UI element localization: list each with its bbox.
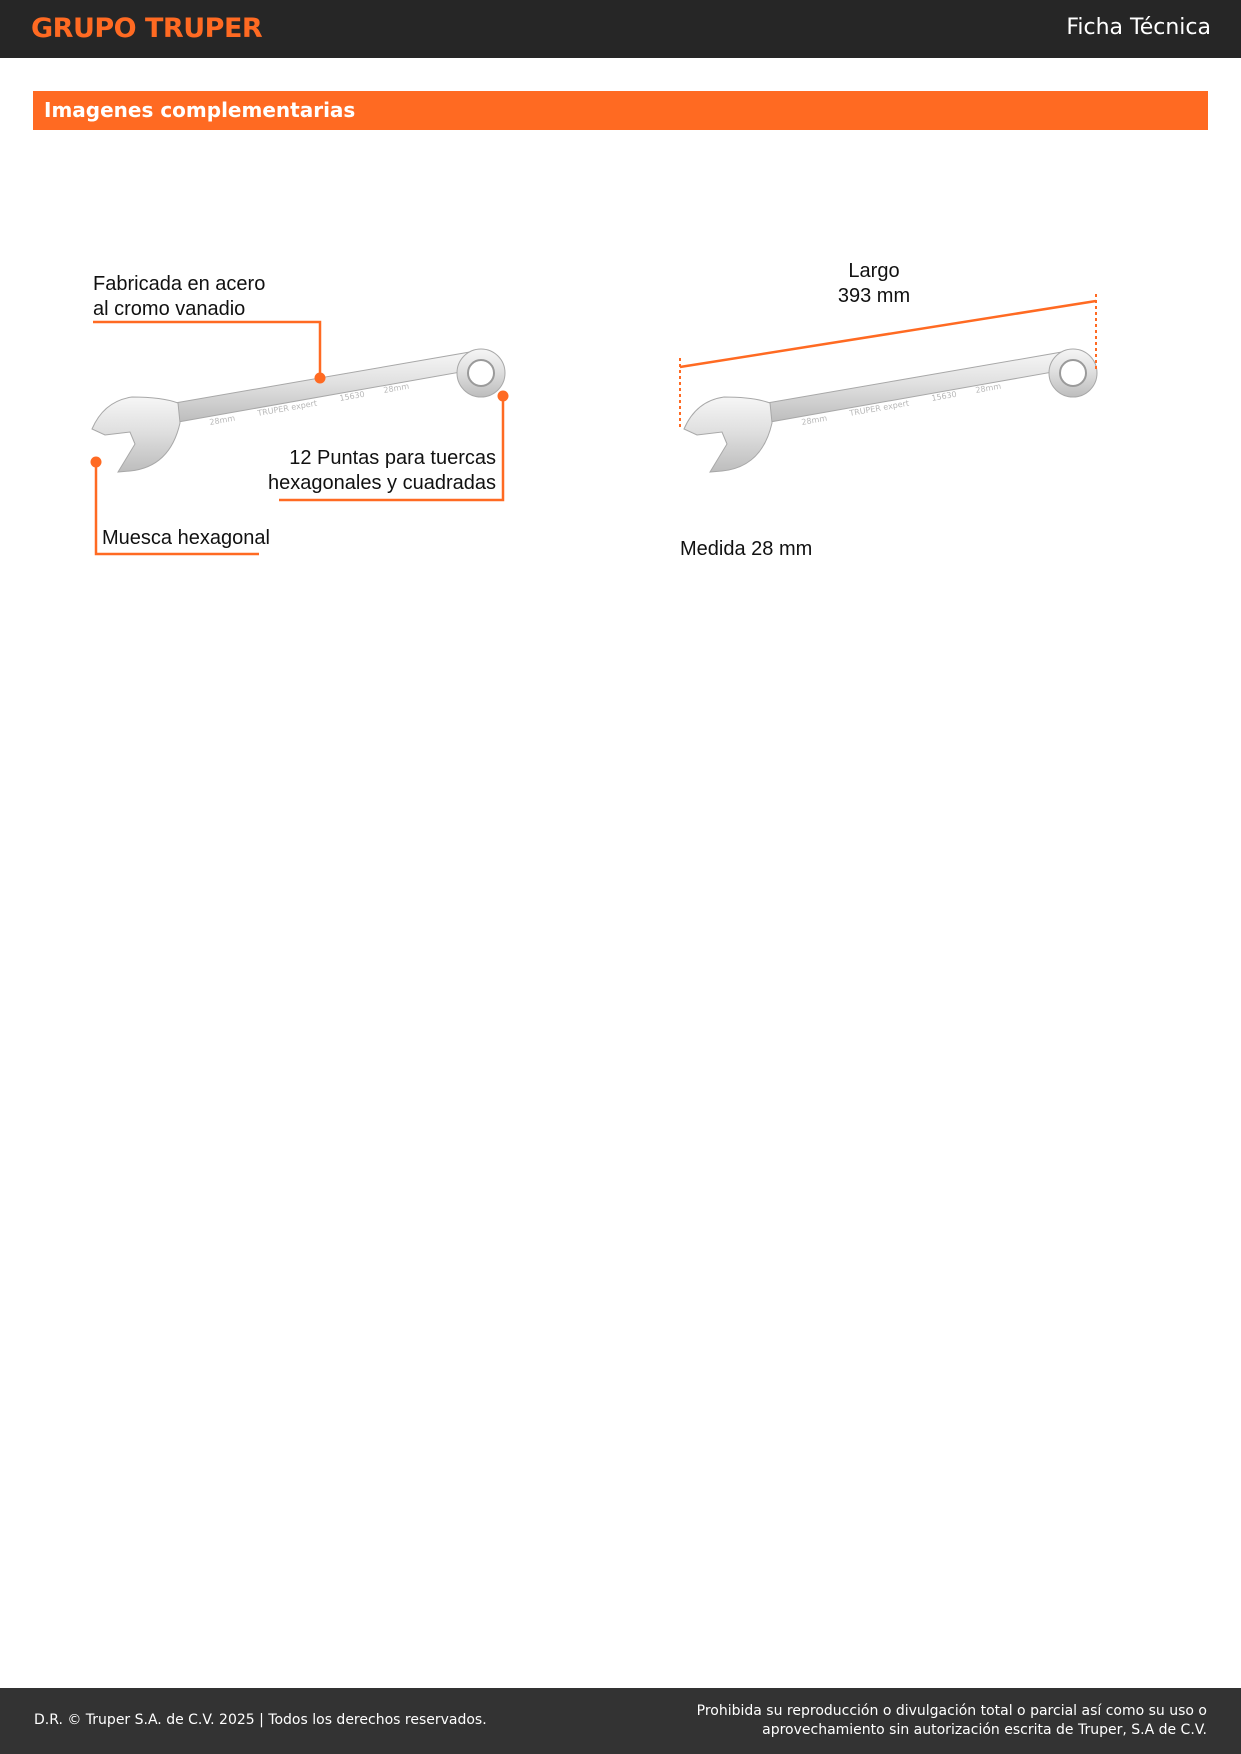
length-label: Largo 393 mm <box>837 260 911 307</box>
engraving-brand: TRUPER expert <box>256 398 318 418</box>
engraving-size-right: 28mm <box>382 381 410 395</box>
page-footer <box>0 1688 1241 1754</box>
callout-dot-points <box>498 391 509 402</box>
callout-points: 12 Puntas para tuercas hexagonales y cuadradas <box>268 447 496 494</box>
document-type-title: Ficha Técnica <box>1066 15 1211 40</box>
engraving-size-left: 28mm <box>208 413 236 427</box>
callout-material: Fabricada en acero al cromo vanadio <box>93 273 266 320</box>
brand-logo: GRUPO TRUPER <box>31 13 263 44</box>
engraving-brand-2: TRUPER expert <box>848 398 910 418</box>
engraving-code-2: 15630 <box>930 389 958 403</box>
engraving-size-right-2: 28mm <box>974 381 1002 395</box>
engraving-code: 15630 <box>338 389 366 403</box>
size-label: Medida 28 mm <box>680 538 813 560</box>
copyright-text: D.R. © Truper S.A. de C.V. 2025 | Todos los derechos reservados. <box>34 1712 487 1728</box>
callout-notch: Muesca hexagonal <box>102 527 270 549</box>
engraving-size-left-2: 28mm <box>800 413 828 427</box>
callout-dot-material <box>315 373 326 384</box>
callout-dot-notch <box>91 457 102 468</box>
wrench-right <box>684 349 1097 472</box>
section-title: Imagenes complementarias <box>44 98 356 122</box>
legal-notice: Prohibida su reproducción o divulgación total o parcial así como su uso o aprovechamiento sin autorización escrita de Truper, S.A de C.V. <box>696 1703 1207 1738</box>
